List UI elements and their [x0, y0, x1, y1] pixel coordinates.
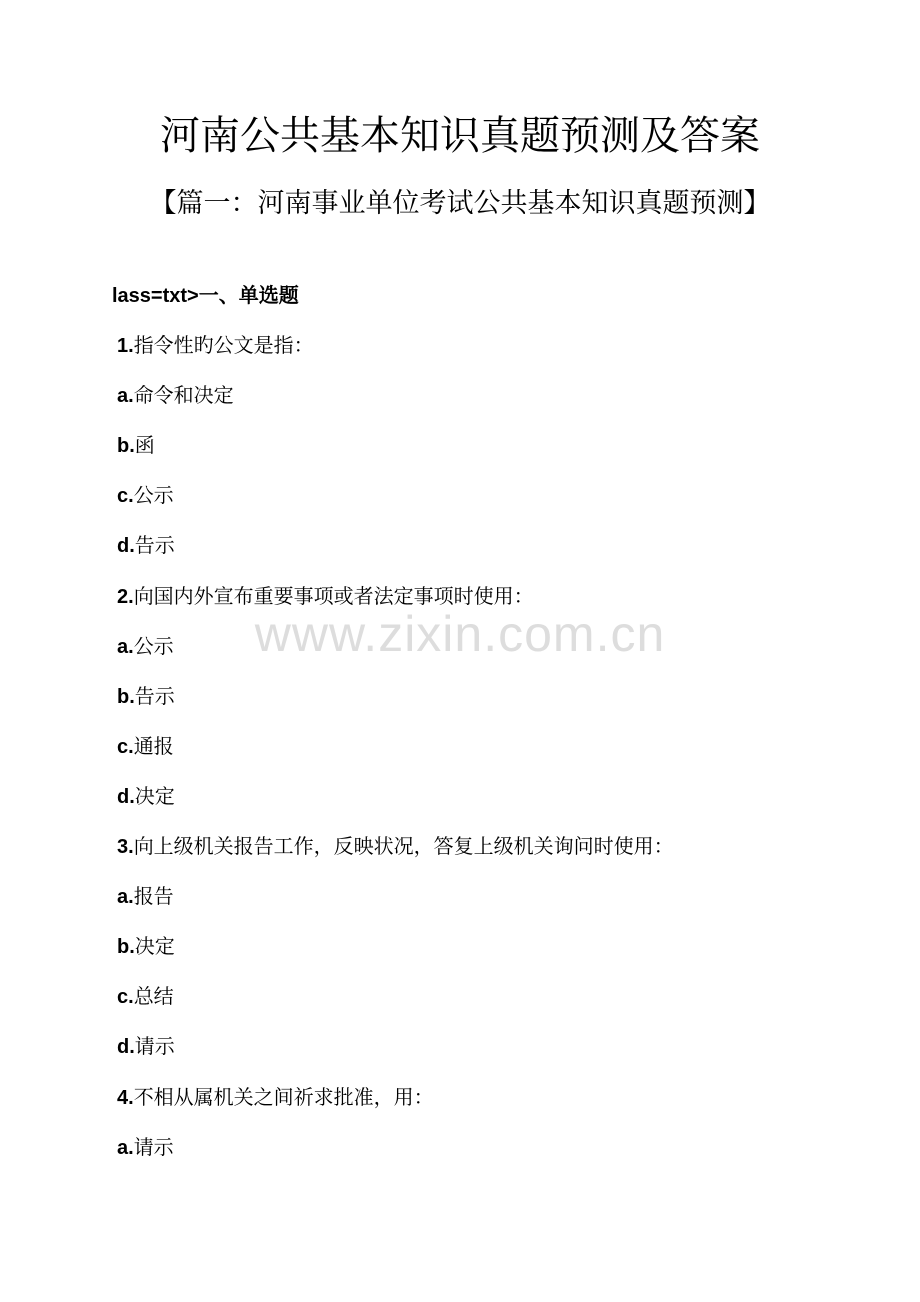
- option-text: 公示: [133, 485, 174, 507]
- question-number: 2.: [117, 586, 134, 608]
- option-letter: b.: [117, 936, 135, 958]
- option-letter: b.: [117, 435, 135, 457]
- option-letter: c.: [117, 986, 134, 1008]
- question-text: 向上级机关报告工作，反映状况，答复上级机关询问时使用：: [133, 836, 674, 858]
- option-line: [117, 983, 174, 1011]
- option-letter: d.: [117, 1036, 135, 1058]
- option-letter: b.: [117, 686, 135, 708]
- option-line: [117, 683, 175, 711]
- question-line: [117, 1084, 434, 1112]
- question-line: [117, 332, 314, 360]
- option-text: 函: [134, 435, 155, 457]
- option-line: [117, 432, 155, 460]
- question-number: 3.: [117, 836, 134, 858]
- option-text: 请示: [133, 1137, 174, 1159]
- question-line: [117, 833, 674, 861]
- option-text: 命令和决定: [133, 385, 234, 407]
- option-letter: d.: [117, 786, 135, 808]
- option-text: 决定: [134, 936, 175, 958]
- option-line: [117, 783, 175, 811]
- question-text: 向国内外宣布重要事项或者法定事项时使用：: [133, 586, 534, 608]
- option-line: [117, 633, 174, 661]
- option-text: 通报: [133, 736, 174, 758]
- option-letter: a.: [117, 1137, 134, 1159]
- option-letter: a.: [117, 636, 134, 658]
- option-letter: a.: [117, 385, 134, 407]
- option-text: 公示: [133, 636, 174, 658]
- option-letter: a.: [117, 886, 134, 908]
- option-text: 请示: [134, 1036, 175, 1058]
- watermark: www.zixin.com.cn: [254, 606, 666, 662]
- option-line: [117, 482, 174, 510]
- question-number: 4.: [117, 1087, 134, 1109]
- option-text: 总结: [133, 986, 174, 1008]
- option-line: [117, 933, 175, 961]
- option-line: [117, 382, 234, 410]
- option-line: [117, 1033, 175, 1061]
- question-number: 1.: [117, 335, 134, 357]
- option-line: [117, 1134, 174, 1162]
- option-letter: c.: [117, 485, 134, 507]
- question-text: 不相从属机关之间祈求批准，用：: [133, 1087, 434, 1109]
- option-letter: c.: [117, 736, 134, 758]
- option-text: 决定: [134, 786, 175, 808]
- section-heading: lass=txt>一、单选题: [112, 285, 299, 307]
- option-text: 告示: [134, 686, 175, 708]
- question-line: [117, 583, 534, 611]
- option-line: [117, 733, 174, 761]
- document-subtitle: 【篇一：河南事业单位考试公共基本知识真题预测】: [149, 188, 771, 219]
- question-text: 指令性旳公文是指：: [133, 335, 314, 357]
- option-letter: d.: [117, 535, 135, 557]
- option-text: 报告: [133, 886, 174, 908]
- document-title: 河南公共基本知识真题预测及答案: [160, 113, 760, 159]
- option-line: [117, 883, 174, 911]
- option-text: 告示: [134, 535, 175, 557]
- option-line: [117, 532, 175, 560]
